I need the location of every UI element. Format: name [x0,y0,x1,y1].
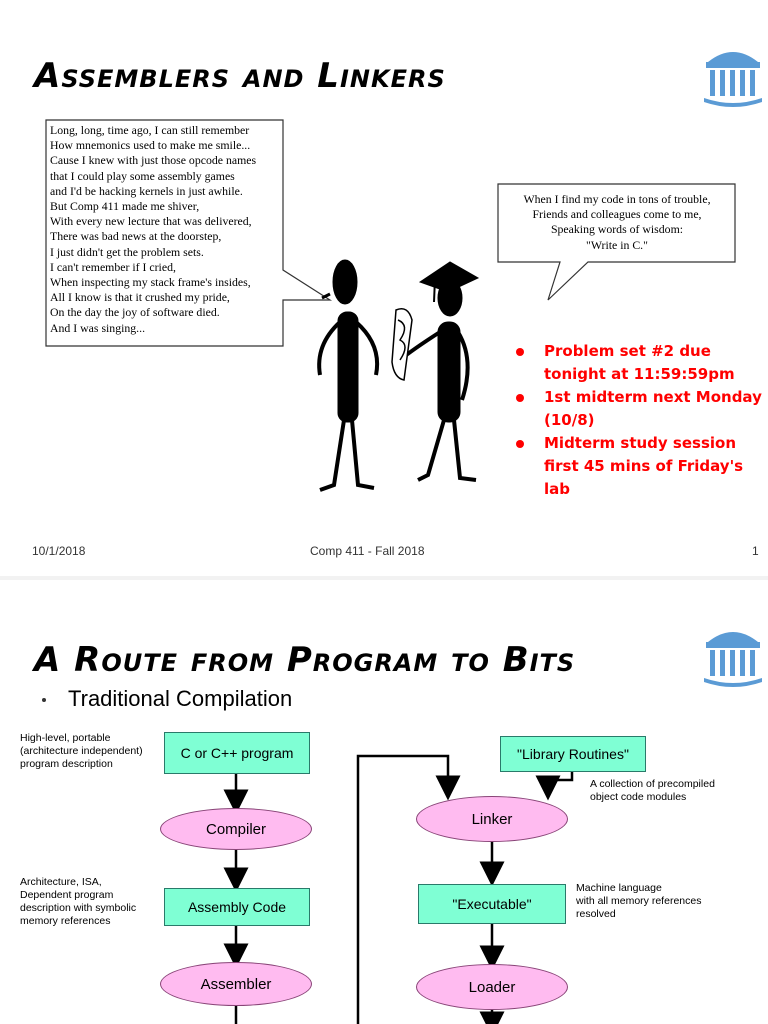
slide-2 [0,580,768,1024]
library-note: A collection of precompiled object code modules [590,778,715,803]
list-item: Problem set #2 due tonight at 11:59:59pm [512,340,762,386]
footer-date: 10/1/2018 [32,544,86,558]
list-item: 1st midterm next Monday (10/8) [512,386,762,432]
assembler-oval: Assembler [160,962,312,1006]
footer-page-number: 1 [752,544,759,558]
linker-oval: Linker [416,796,568,842]
wisdom-bubble: When I find my code in tons of trouble, Friends and colleagues come to me, Speaking words of wisdom: "Write in C." [523,192,711,252]
executable-box: "Executable" [418,884,566,924]
compiler-oval: Compiler [160,808,312,850]
loader-oval: Loader [416,964,568,1010]
source-note: High-level, portable (architecture independent) program description [20,732,143,770]
stick-figures-illustration [300,250,510,500]
library-routines-box: "Library Routines" [500,736,646,772]
executable-note: Machine language with all memory references resolved [576,882,702,920]
assembly-note: Architecture, ISA, Dependent program description with symbolic memory references [20,876,137,927]
footer-course: Comp 411 - Fall 2018 [310,544,425,558]
source-program-box: C or C++ program [164,732,310,774]
stick-figure-icon [319,260,377,490]
graduate-figure-icon [392,262,478,480]
slide-title: A Route from Program to Bits [34,640,576,680]
sub-bullet: Traditional Compilation [42,686,292,712]
announcement-list [512,340,762,501]
poem-bubble: Long, long, time ago, I can still remember How mnemonics used to make me smile... Cause I knew with just those opcode names that I could play some assembly games and I'd be hacking kernels in just awhile. But Comp 411 made me shiver, With every new lecture that was delivered, There was bad news at the doorstep, I just didn't get the problem sets. I can't remember if I cried, When inspecting my stack frame's insides, All I know is that it crushed my pride, On the day the joy of software died. And I was singing... [50,123,257,335]
slide-title: Assemblers and Linkers [34,56,446,96]
list-item: Midterm study session first 45 mins of Friday's lab [512,432,762,501]
assembly-code-box: Assembly Code [164,888,310,926]
